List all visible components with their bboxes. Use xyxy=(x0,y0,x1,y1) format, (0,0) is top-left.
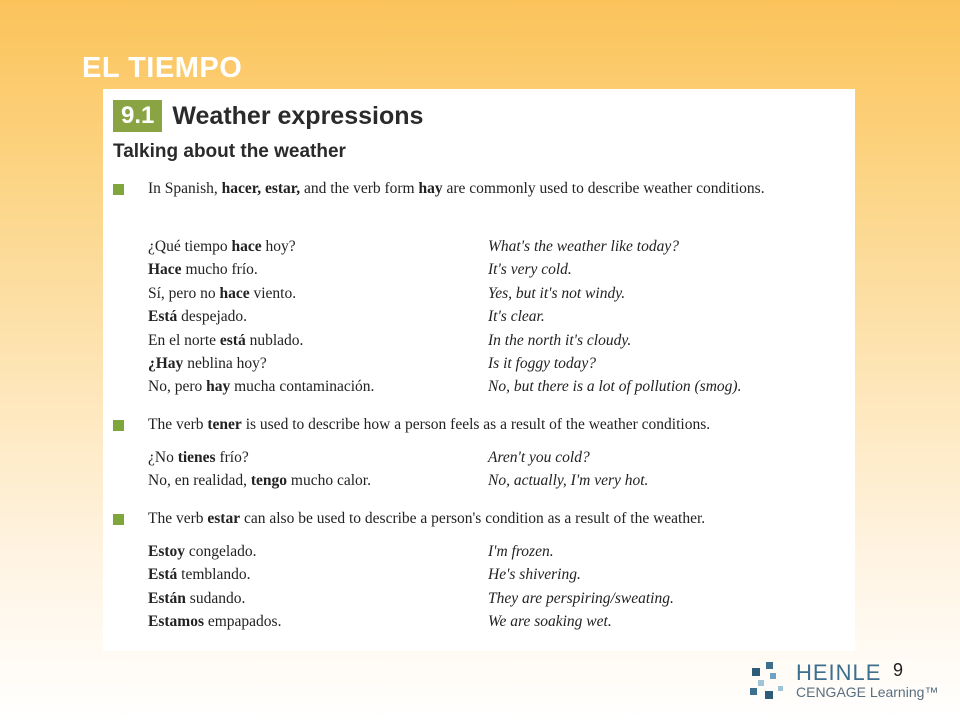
text-run: mucho calor. xyxy=(287,472,371,490)
example-row xyxy=(148,238,848,262)
example-row xyxy=(148,590,848,614)
text-run: mucha contaminación. xyxy=(230,378,375,396)
bullet-square xyxy=(113,420,124,431)
example-row xyxy=(148,613,848,637)
english-translation: Yes, but it's not windy. xyxy=(488,284,626,302)
text-run: ¿No xyxy=(148,449,178,466)
example-row xyxy=(148,472,848,496)
english-translation: He's shivering. xyxy=(488,566,581,584)
section-title: Weather expressions xyxy=(172,101,424,130)
bold-term: Estoy xyxy=(148,543,186,560)
section-subtitle: Talking about the weather xyxy=(113,141,346,162)
text-run: The verb xyxy=(148,510,208,527)
section-header xyxy=(113,99,423,133)
spanish-example xyxy=(148,285,296,303)
text-run: Sí, pero no xyxy=(148,284,220,302)
logo-cengage-text: CENGAGE Learning™ xyxy=(796,684,939,700)
text-run: nublado. xyxy=(245,331,304,349)
example-row xyxy=(148,543,848,567)
bold-term: hay xyxy=(418,180,443,197)
english-translation: No, but there is a lot of pollution (smog). xyxy=(488,378,742,396)
text-run: frío? xyxy=(215,449,249,466)
english-translation: In the north it's cloudy. xyxy=(488,331,632,349)
bold-term: tengo xyxy=(250,472,288,490)
bold-term: Está xyxy=(148,566,178,584)
english-translation: It's clear. xyxy=(488,308,545,326)
spanish-example xyxy=(148,308,247,326)
english-translation: We are soaking wet. xyxy=(488,613,612,631)
spanish-example xyxy=(148,613,281,631)
section-number-badge: 9.1 xyxy=(113,100,162,132)
example-row xyxy=(148,378,848,402)
text-run: is used to describe how a person feels as a result of the weather conditions. xyxy=(241,416,711,433)
slide-title: EL TIEMPO xyxy=(82,52,243,84)
text-run: The verb xyxy=(148,416,208,433)
bold-term: tienes xyxy=(177,449,216,466)
example-row xyxy=(148,285,848,309)
bold-term: Están xyxy=(148,589,186,607)
publisher-logo xyxy=(748,660,948,704)
spanish-example xyxy=(148,566,250,584)
text-run: can also be used to describe a person's condition as a result of the weather. xyxy=(240,510,706,527)
text-run: viento. xyxy=(249,284,297,302)
english-translation: They are perspiring/sweating. xyxy=(488,589,674,607)
text-run: mucho frío. xyxy=(181,261,258,279)
text-run: empapados. xyxy=(203,613,282,631)
example-row xyxy=(148,449,848,473)
english-translation: No, actually, I'm very hot. xyxy=(488,472,649,490)
text-run: No, en realidad, xyxy=(148,472,251,490)
text-run: hoy? xyxy=(261,238,296,255)
page-number: 9 xyxy=(893,660,904,680)
spanish-example xyxy=(148,472,371,490)
spanish-example xyxy=(148,449,249,467)
bold-term: hace xyxy=(231,238,262,255)
spanish-example xyxy=(148,543,257,561)
english-translation: What's the weather like today? xyxy=(488,238,679,255)
text-run: and the verb form xyxy=(300,180,419,197)
bold-term: Estamos xyxy=(148,613,204,631)
text-run: despejado. xyxy=(177,308,248,326)
text-run: congelado. xyxy=(185,543,257,560)
text-run: No, pero xyxy=(148,378,207,396)
spanish-example xyxy=(148,238,296,256)
text-run: En el norte xyxy=(148,331,220,349)
english-translation: Aren't you cold? xyxy=(488,449,590,466)
explanation-paragraph xyxy=(148,507,848,530)
bold-term: Está xyxy=(148,308,178,326)
text-run: neblina hoy? xyxy=(183,355,267,372)
text-run: sudando. xyxy=(185,589,246,607)
explanation-paragraph xyxy=(148,413,848,436)
example-row xyxy=(148,355,848,379)
bold-term: hace xyxy=(219,284,250,302)
example-row xyxy=(148,566,848,590)
bold-term: está xyxy=(219,331,246,349)
bullet-square xyxy=(113,514,124,525)
example-row xyxy=(148,332,848,356)
spanish-example xyxy=(148,332,303,350)
cengage-logo-icon xyxy=(748,660,792,704)
text-run: temblando. xyxy=(177,566,251,584)
bullet-square xyxy=(113,184,124,195)
textbook-excerpt xyxy=(103,89,855,651)
english-translation: Is it foggy today? xyxy=(488,355,597,372)
spanish-example xyxy=(148,378,374,396)
example-row xyxy=(148,308,848,332)
text-run: are commonly used to describe weather conditions. xyxy=(442,180,765,197)
explanation-paragraph xyxy=(148,177,848,200)
english-translation: I'm frozen. xyxy=(488,543,554,560)
english-translation: It's very cold. xyxy=(488,261,572,279)
example-row xyxy=(148,261,848,285)
spanish-example xyxy=(148,590,245,608)
logo-heinle-text: HEINLE xyxy=(796,660,882,685)
bold-term: ¿Hay xyxy=(148,355,184,372)
text-run: In Spanish, xyxy=(148,180,222,197)
bold-term: estar xyxy=(207,510,241,527)
bold-term: tener xyxy=(207,416,242,433)
text-run: ¿Qué tiempo xyxy=(148,238,232,255)
bold-term: Hace xyxy=(148,261,182,279)
spanish-example xyxy=(148,261,258,279)
bold-term: hay xyxy=(206,378,231,396)
spanish-example xyxy=(148,355,267,373)
bold-term: hacer, estar, xyxy=(221,180,301,197)
